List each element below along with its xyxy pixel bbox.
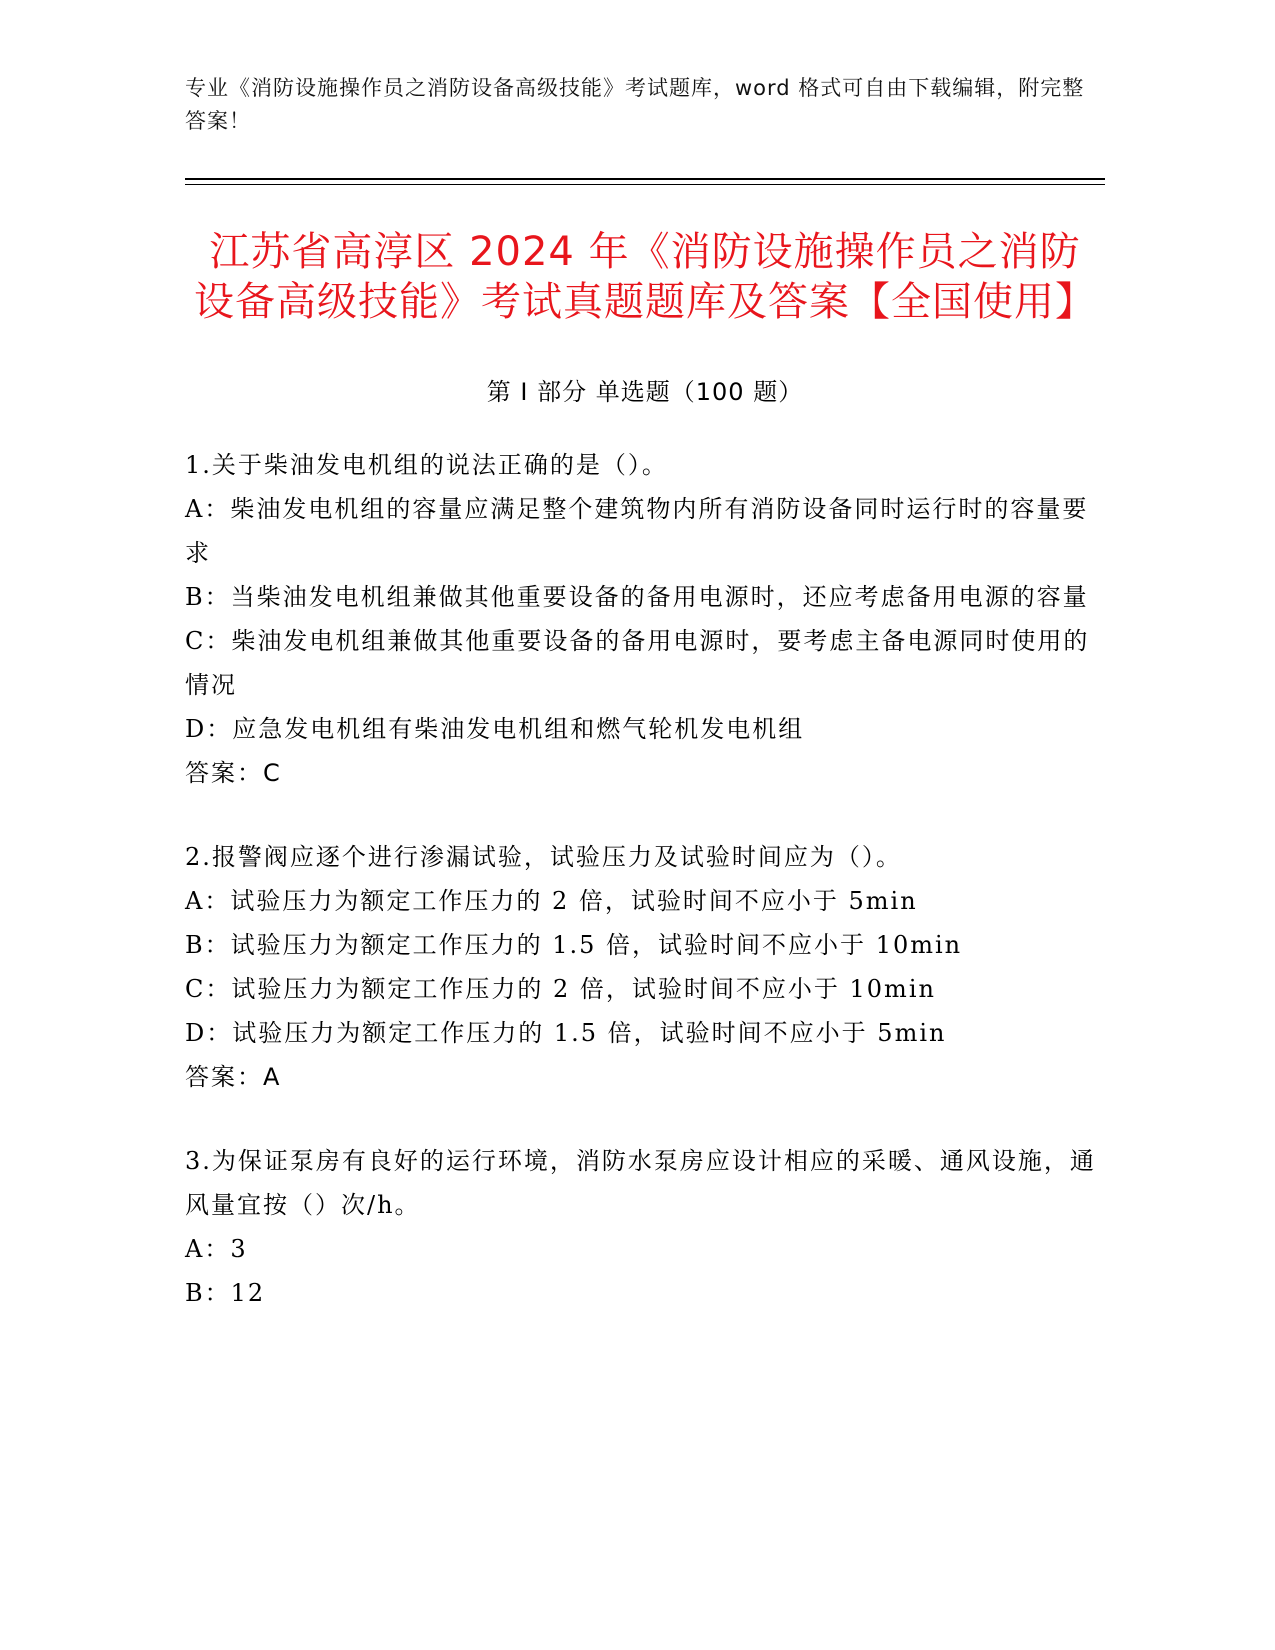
question-item (185, 443, 1105, 795)
question-option: D：试验压力为额定工作压力的 1.5 倍，试验时间不应小于 5min (185, 1019, 947, 1047)
question-option: A：3 (185, 1235, 248, 1263)
document-page (185, 72, 1105, 1315)
question-option: B：当柴油发电机组兼做其他重要设备的备用电源时，还应考虑备用电源的容量 (185, 583, 1089, 611)
question-answer: 答案：A (185, 1063, 282, 1091)
header-divider-thin (185, 184, 1105, 185)
question-option: C：柴油发电机组兼做其他重要设备的备用电源时，要考虑主备电源同时使用的情况 (185, 627, 1090, 699)
question-answer: 答案：C (185, 759, 282, 787)
question-option: C：试验压力为额定工作压力的 2 倍，试验时间不应小于 10min (185, 975, 936, 1003)
section-heading: 第 I 部分 单选题（100 题） (486, 378, 804, 406)
question-option: A：柴油发电机组的容量应满足整个建筑物内所有消防设备同时运行时的容量要求 (185, 495, 1089, 567)
question-option: D：应急发电机组有柴油发电机组和燃气轮机发电机组 (185, 715, 805, 743)
question-option: B：试验压力为额定工作压力的 1.5 倍，试验时间不应小于 10min (185, 931, 963, 959)
question-option: A：试验压力为额定工作压力的 2 倍，试验时间不应小于 5min (185, 887, 918, 915)
question-stem: 2.报警阀应逐个进行渗漏试验，试验压力及试验时间应为（）。 (185, 843, 902, 871)
document-title: 江苏省高淳区 2024 年《消防设施操作员之消防设备高级技能》考试真题题库及答案【全国使用】 (194, 229, 1096, 325)
question-stem: 3.为保证泵房有良好的运行环境，消防水泵房应设计相应的采暖、通风设施，通风量宜按（）次/h。 (185, 1147, 1096, 1219)
header-note: 专业《消防设施操作员之消防设备高级技能》考试题库，word 格式可自由下载编辑，附完整答案！ (185, 76, 1085, 133)
header-divider-thick (185, 178, 1105, 180)
question-item (185, 835, 1105, 1099)
question-stem: 1.关于柴油发电机组的说法正确的是（）。 (185, 451, 668, 479)
question-item (185, 1139, 1105, 1315)
question-option: B：12 (185, 1279, 266, 1307)
